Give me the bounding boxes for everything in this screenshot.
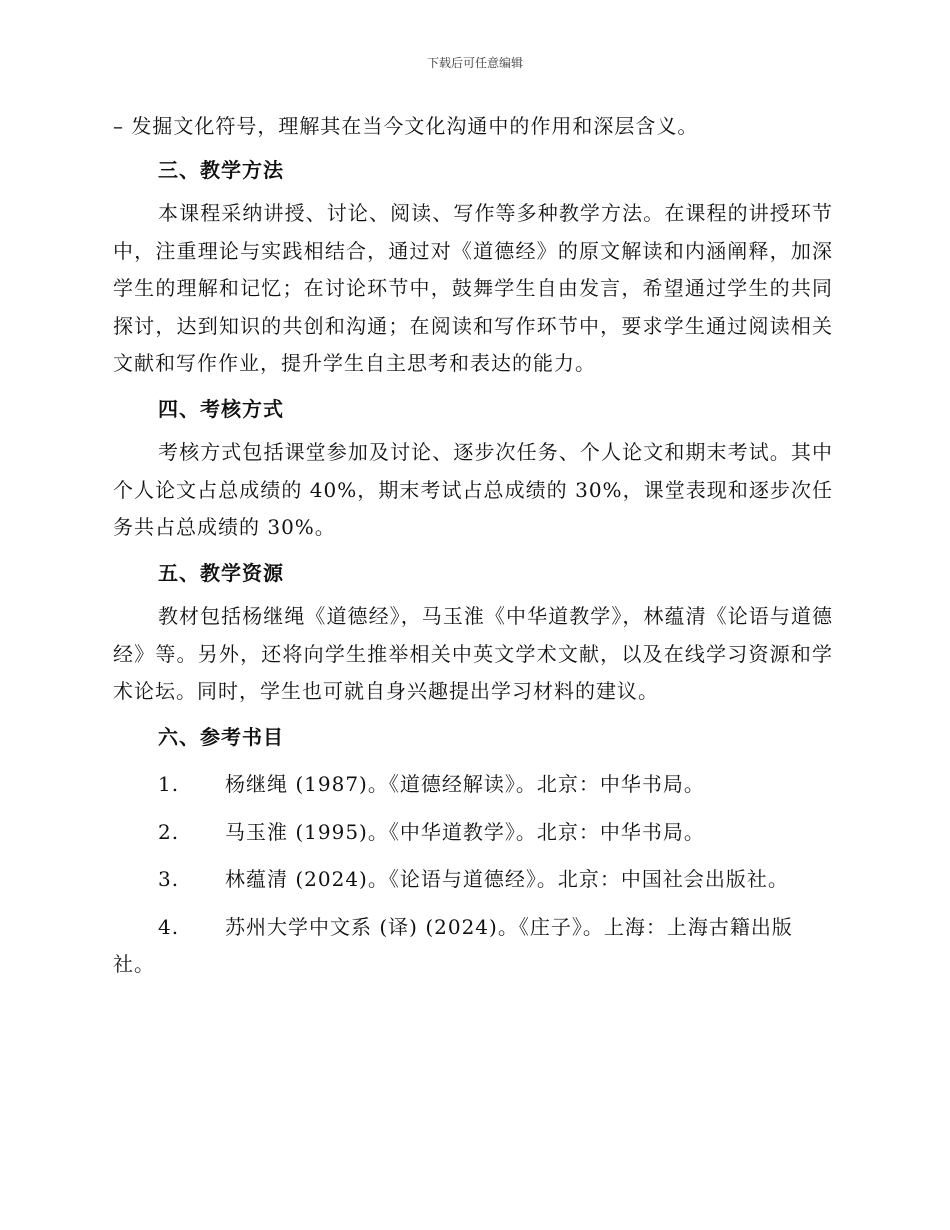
reference-text: 苏州大学中文系 (译) (2024)。《庄子》。上海：上海古籍出版社。 (113, 914, 793, 976)
intro-line: – 发掘文化符号，理解其在当今文化沟通中的作用和深层含义。 (113, 114, 699, 138)
section-heading-resources: 五、教学资源 (158, 560, 284, 585)
reference-text: 林蕴清 (2024)。《论语与道德经》。北京：中国社会出版社。 (225, 867, 789, 891)
section-heading-methods: 三、教学方法 (158, 157, 284, 182)
reference-number: 4. (158, 914, 180, 939)
reference-item (113, 766, 833, 804)
reference-item (113, 861, 833, 899)
reference-text: 马玉淮 (1995)。《中华道教学》。北京：中华书局。 (225, 819, 705, 844)
reference-item (113, 909, 833, 984)
reference-number: 1. (158, 772, 180, 796)
section-heading-assessment: 四、考核方式 (158, 396, 284, 421)
reference-number: 2. (158, 819, 180, 844)
section-paragraph-resources: 教材包括杨继绳《道德经》，马玉淮《中华道教学》，林蕴清《论语与道德经》等。另外，还将向学生推举相关中英文学术文献，以及在线学习资源和学术论坛。同时，学生也可就自身兴趣提出学习材料的建议。 (113, 604, 833, 703)
reference-text: 杨继绳 (1987)。《道德经解读》。北京：中华书局。 (225, 772, 705, 796)
page-header: 下载后可任意编辑 (426, 56, 523, 70)
section-paragraph-methods: 本课程采纳讲授、讨论、阅读、写作等多种教学方法。在课程的讲授环节中，注重理论与实践相结合，通过对《道德经》的原文解读和内涵阐释，加深学生的理解和记忆；在讨论环节中，鼓舞学生自由发言，希望通过学生的共同探讨，达到知识的共创和沟通；在阅读和写作环节中，要求学生通过阅读相关文献和写作作业，提升学生自主思考和表达的能力。 (113, 201, 833, 375)
document-body (113, 108, 833, 994)
section-heading-references: 六、参考书目 (158, 724, 284, 749)
section-paragraph-assessment: 考核方式包括课堂参加及讨论、逐步次任务、个人论文和期末考试。其中个人论文占总成绩的 40%，期末考试占总成绩的 30%，课堂表现和逐步次任务共占总成绩的 30%。 (113, 440, 833, 539)
reference-item (113, 814, 833, 852)
reference-number: 3. (158, 867, 180, 891)
